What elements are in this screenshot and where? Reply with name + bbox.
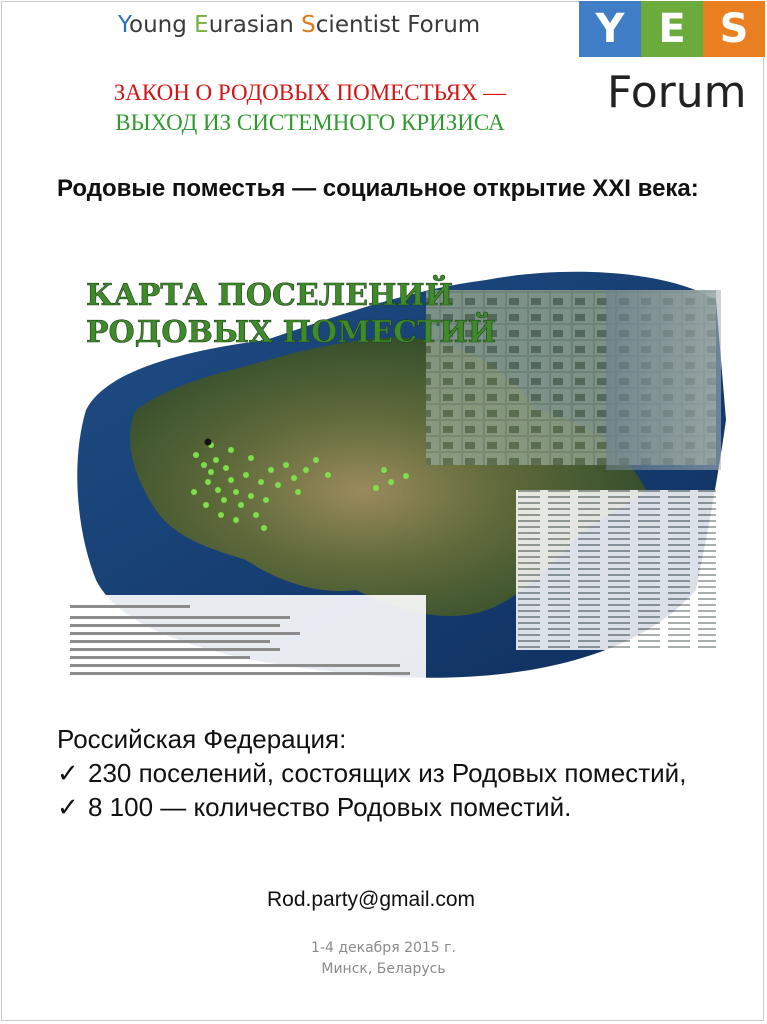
checkmark-icon: ✓ bbox=[57, 792, 79, 822]
map-title-line2: РОДОВЫХ ПОМЕСТИЙ bbox=[86, 315, 497, 350]
law-title bbox=[60, 78, 560, 138]
photo-column bbox=[606, 290, 721, 470]
settlements-map bbox=[66, 260, 730, 685]
logo-y-tile: Y bbox=[579, 1, 641, 57]
forum-word-young: oung bbox=[129, 12, 195, 38]
logo-forum-text: Forum bbox=[607, 67, 747, 118]
rf-list bbox=[57, 756, 707, 824]
slide-heading: Родовые поместья — социальное открытие XXI века: bbox=[57, 175, 699, 202]
rf-summary bbox=[57, 722, 707, 824]
forum-word-scientist: cientist Forum bbox=[315, 12, 481, 38]
rf-item-estates: 8 100 — количество Родовых поместий. bbox=[88, 792, 572, 822]
footer-date: 1-4 декабря 2015 г. bbox=[311, 940, 456, 956]
marker-moscow bbox=[205, 439, 212, 446]
list-item bbox=[57, 790, 707, 824]
footer bbox=[0, 938, 767, 980]
list-item bbox=[57, 756, 707, 790]
law-title-line1: ЗАКОН О РОДОВЫХ ПОМЕСТЬЯХ — bbox=[113, 80, 507, 105]
forum-letter-e: E bbox=[194, 12, 209, 38]
logo-e-tile: E bbox=[641, 1, 703, 57]
law-title-line2: ВЫХОД ИЗ СИСТЕМНОГО КРИЗИСА bbox=[115, 110, 505, 135]
rf-item-settlements: 230 поселений, состоящих из Родовых поместий, bbox=[88, 758, 687, 788]
rf-title: Российская Федерация: bbox=[57, 724, 347, 754]
forum-letter-y: Y bbox=[118, 12, 129, 38]
settlements-list bbox=[516, 490, 716, 650]
map-title-line1: КАРТА ПОСЕЛЕНИЙ bbox=[86, 278, 454, 313]
contact-email: Rod.party@gmail.com bbox=[267, 888, 476, 911]
map-image bbox=[66, 260, 730, 685]
checkmark-icon: ✓ bbox=[57, 758, 79, 788]
forum-word-eurasian: urasian bbox=[208, 12, 302, 38]
logo-s-tile: S bbox=[703, 1, 765, 57]
forum-name bbox=[118, 12, 480, 38]
yes-forum-logo bbox=[579, 1, 767, 121]
footer-location: Минск, Беларусь bbox=[321, 961, 446, 977]
forum-letter-s: S bbox=[301, 12, 316, 38]
